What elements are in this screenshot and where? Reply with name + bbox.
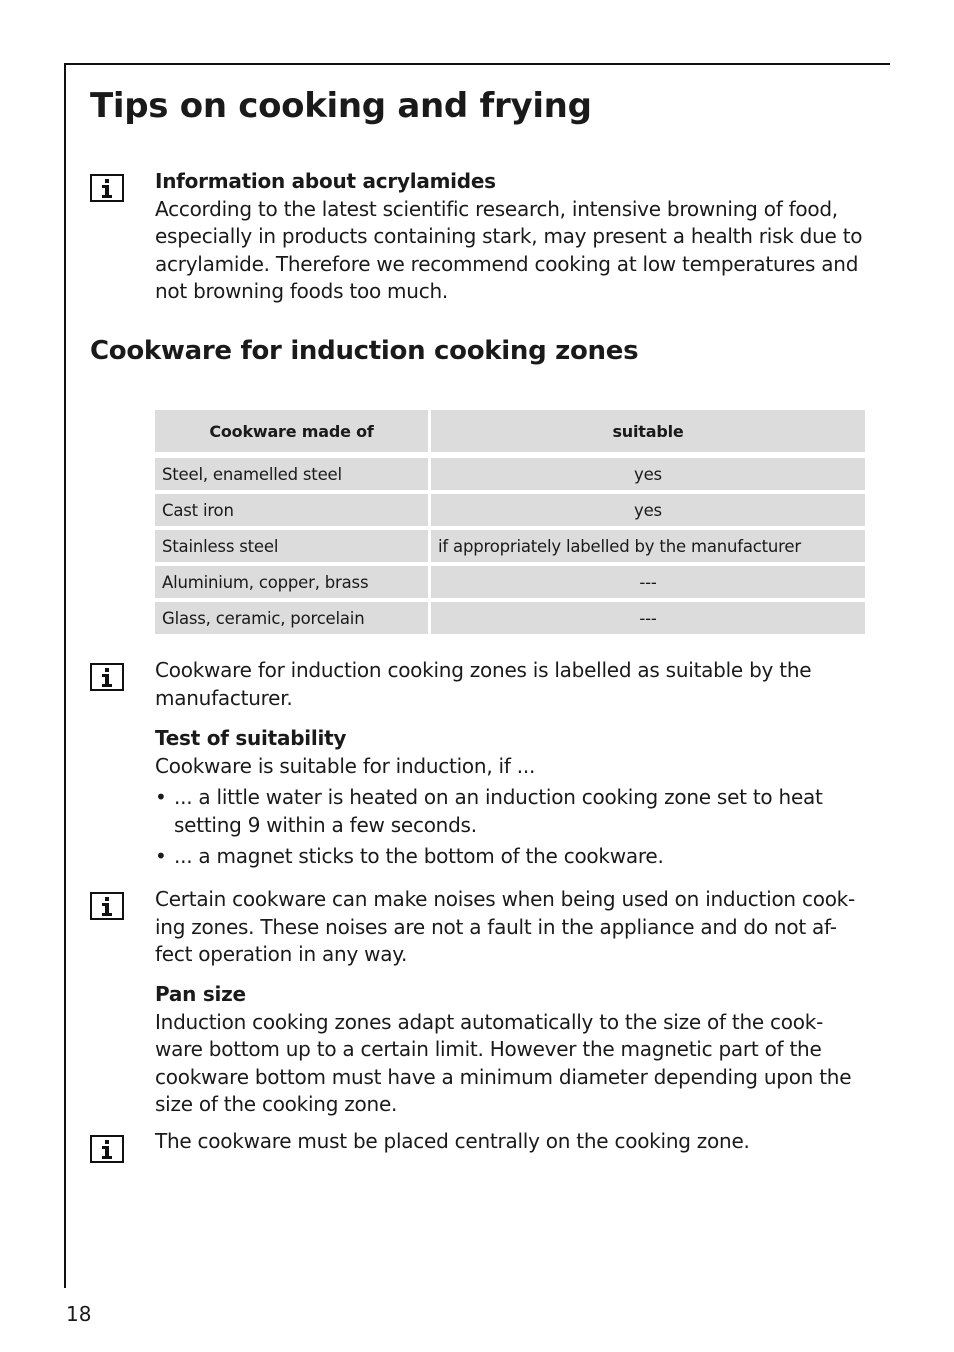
bullet-dot: • <box>155 844 167 868</box>
list-item-text: ... a magnet sticks to the bottom of the cookware. <box>174 844 664 868</box>
table-row <box>155 458 865 494</box>
noise-note: Certain cookware can make noises when being used on induction cook-ing zones. These noises are not a fault in the appliance and do not af-fect operation in any way. <box>155 887 855 966</box>
suitability-intro: Cookware is suitable for induction, if ... <box>155 753 536 778</box>
suitability-heading: Test of suitability <box>155 726 347 750</box>
table-cell-suitable: --- <box>431 602 865 634</box>
table-header: suitable <box>431 410 865 458</box>
center-note: The cookware must be placed centrally on the cooking zone. <box>155 1129 750 1153</box>
pan-size-text: Induction cooking zones adapt automatically to the size of the cook-ware bottom up to a certain limit. However the magnetic part of the cookware bottom must have a minimum diameter depending upon the size of the cooking zone. <box>155 1009 852 1116</box>
page-frame-left <box>64 63 66 1288</box>
table-row <box>155 602 865 634</box>
info-icon <box>90 174 124 202</box>
table-cell-material: Stainless steel <box>155 530 431 566</box>
list-item-text: ... a little water is heated on an induction cooking zone set to heat setting 9 within a few seconds. <box>174 785 823 837</box>
table-row <box>155 494 865 530</box>
labelled-note: Cookware for induction cooking zones is labelled as suitable by the manufacturer. <box>155 658 812 710</box>
acrylamides-text: According to the latest scientific research, intensive browning of food, especially in products containing stark, may present a health risk due to acrylamide. Therefore we recommend cooking at low temperatures and not browning foods too much. <box>155 196 863 303</box>
section-heading: Cookware for induction cooking zones <box>90 336 639 366</box>
suitability-section <box>155 725 867 871</box>
page-frame-top <box>64 63 890 65</box>
info-icon <box>90 663 124 691</box>
table-cell-suitable: --- <box>431 566 865 602</box>
table-header-row <box>155 410 865 458</box>
bullet-dot: • <box>155 785 167 809</box>
pan-size-section <box>155 981 867 1119</box>
table-row <box>155 530 865 566</box>
pan-size-heading: Pan size <box>155 982 246 1006</box>
table-cell-suitable: yes <box>431 458 865 494</box>
table-header: Cookware made of <box>155 410 431 458</box>
table-cell-material: Glass, ceramic, porcelain <box>155 602 431 634</box>
info-icon <box>90 1135 124 1163</box>
acrylamides-heading: Information about acrylamides <box>155 169 496 193</box>
table-cell-material: Steel, enamelled steel <box>155 458 431 494</box>
list-item <box>155 784 867 839</box>
table-cell-suitable: yes <box>431 494 865 530</box>
table-row <box>155 566 865 602</box>
list-item <box>155 843 867 871</box>
page-title: Tips on cooking and frying <box>90 86 592 126</box>
info-icon <box>90 892 124 920</box>
table-cell-material: Cast iron <box>155 494 431 530</box>
table-cell-suitable: if appropriately labelled by the manufacturer <box>431 530 865 566</box>
cookware-table <box>155 410 865 634</box>
table-cell-material: Aluminium, copper, brass <box>155 566 431 602</box>
page-number: 18 <box>66 1302 92 1326</box>
acrylamides-section <box>155 168 867 306</box>
